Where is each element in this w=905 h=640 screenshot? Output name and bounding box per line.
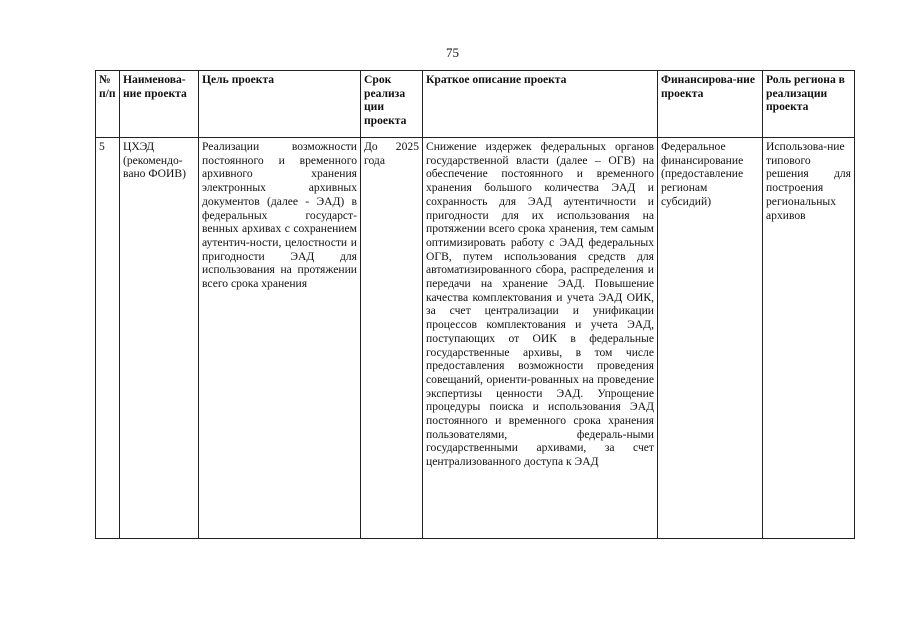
row-project-financing: Федеральное финансирование (предоставление регионам субсидий) bbox=[658, 138, 763, 539]
header-region-role: Роль региона в реализации проекта bbox=[763, 71, 855, 138]
row-num: 5 bbox=[96, 138, 120, 539]
header-num: № п/п bbox=[96, 71, 120, 138]
row-region-role: Использова-ние типового решения для построения региональных архивов bbox=[763, 138, 855, 539]
row-project-name: ЦХЭД (рекомендо-вано ФОИВ) bbox=[120, 138, 199, 539]
table-row bbox=[96, 138, 855, 539]
header-project-goal: Цель проекта bbox=[199, 71, 361, 138]
header-project-name: Наименова-ние проекта bbox=[120, 71, 199, 138]
header-project-term: Срок реализа ции проекта bbox=[361, 71, 423, 138]
row-project-goal: Реализации возможности постоянного и временного архивного хранения электронных архивных документов (далее - ЭАД) в федеральных государст-венных архивах с сохранением аутентич-ности, целостности и пригодности ЭАД для использования на протяжении всего срока хранения bbox=[199, 138, 361, 539]
header-project-description: Краткое описание проекта bbox=[423, 71, 658, 138]
projects-table bbox=[95, 70, 855, 539]
page-number: 75 bbox=[446, 45, 459, 60]
row-project-term: До 2025 года bbox=[361, 138, 423, 539]
table-header-row bbox=[96, 71, 855, 138]
header-project-financing: Финансирова-ние проекта bbox=[658, 71, 763, 138]
row-project-description: Снижение издержек федеральных органов государственной власти (далее – ОГВ) на обеспечение постоянного и временного хранения большого количества ЭАД и сохранность для ЭАД аутентичности и пригодности для их использования на протяжении всего срока хранения, тем самым оптимизировать работу с ЭАД федеральных ОГВ, путем использования средств для автоматизированного сбора, распределения и передачи на хранение ЭАД. Повышение качества комплектования и учета ЭАД ОИК, за счет централизации и унификации процессов комплектования и учета ЭАД, поступающих от ОИК в федеральные государственные архивы, в том числе предоставления возможности проведения совещаний, ориенти-рованных на проведение экспертизы ценности ЭАД. Упрощение процедуры поиска и использования ЭАД постоянного и временного срока хранения пользователями, федераль-ными государственными архивами, за счет централизованного доступа к ЭАД bbox=[423, 138, 658, 539]
